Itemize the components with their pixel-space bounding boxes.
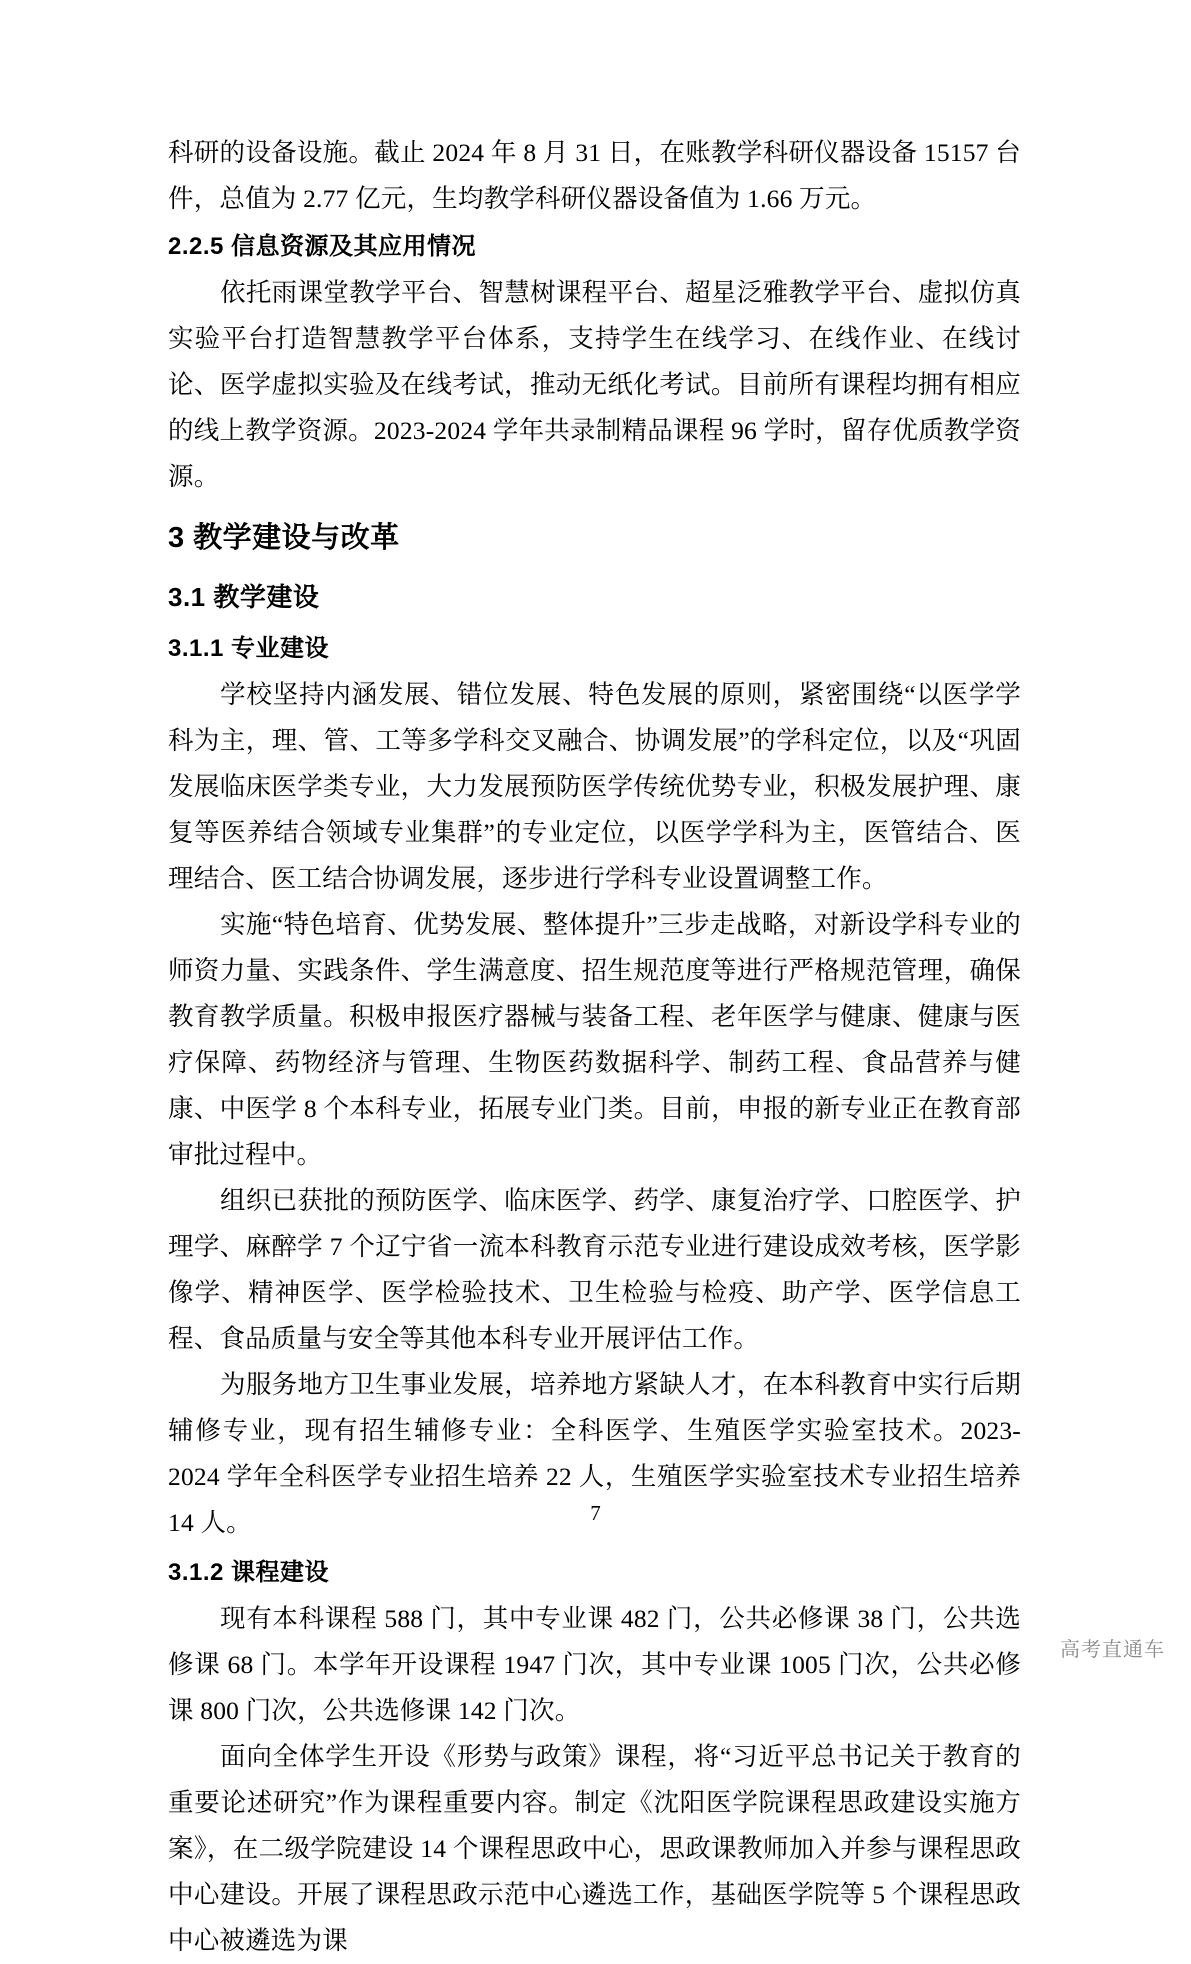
- watermark: 高考直通车: [1060, 1639, 1165, 1661]
- paragraph-equipment-continued: 科研的设备设施。截止 2024 年 8 月 31 日，在账教学科研仪器设备 15157 台件，总值为 2.77 亿元，生均教学科研仪器设备值为 1.66 万元。: [168, 138, 1021, 213]
- paragraph-first-class-majors-assessment: 组织已获批的预防医学、临床医学、药学、康复治疗学、口腔医学、护理学、麻醉学 7 个辽宁省一流本科教育示范专业进行建设成效考核，医学影像学、精神医学、医学检验技术、卫生检验与检疫、助产学、医学信息工程、食品质量与安全等其他本科专业开展评估工作。: [168, 1186, 1021, 1353]
- paragraph-minor-majors: 为服务地方卫生事业发展，培养地方紧缺人才，在本科教育中实行后期辅修专业，现有招生辅修专业：全科医学、生殖医学实验室技术。2023-2024 学年全科医学专业招生培养 22 人，生殖医学实验室技术专业招生培养 14 人。: [168, 1370, 1021, 1537]
- heading-3-1-1-major-construction: 3.1.1 专业建设: [168, 635, 330, 662]
- page-number: 7: [590, 1501, 601, 1525]
- heading-3-1-teaching-construction: 3.1 教学建设: [168, 582, 320, 612]
- heading-3-1-2-course-construction: 3.1.2 课程建设: [168, 1559, 330, 1586]
- heading-3-teaching-construction-reform: 3 教学建设与改革: [168, 522, 400, 554]
- heading-2-2-5: 2.2.5 信息资源及其应用情况: [168, 233, 477, 260]
- paragraph-school-development-principle: 学校坚持内涵发展、错位发展、特色发展的原则，紧密围绕“以医学学科为主，理、管、工等多学科交叉融合、协调发展”的学科定位，以及“巩固发展临床医学类专业，大力发展预防医学传统优势专业，积极发展护理、康复等医养结合领域专业集群”的专业定位，以医学学科为主，医管结合、医理结合、医工结合协调发展，逐步进行学科专业设置调整工作。: [168, 680, 1021, 893]
- paragraph-information-resources: 依托雨课堂教学平台、智慧树课程平台、超星泛雅教学平台、虚拟仿真实验平台打造智慧教学平台体系，支持学生在线学习、在线作业、在线讨论、医学虚拟实验及在线考试，推动无纸化考试。目前所有课程均拥有相应的线上教学资源。2023-2024 学年共录制精品课程 96 学时，留存优质教学资源。: [168, 278, 1021, 491]
- paragraph-three-step-strategy: 实施“特色培育、优势发展、整体提升”三步走战略，对新设学科专业的师资力量、实践条件、学生满意度、招生规范度等进行严格规范管理，确保教育教学质量。积极申报医疗器械与装备工程、老年医学与健康、健康与医疗保障、药物经济与管理、生物医药数据科学、制药工程、食品营养与健康、中医学 8 个本科专业，拓展专业门类。目前，申报的新专业正在教育部审批过程中。: [168, 910, 1021, 1169]
- paragraph-ideological-political-courses: 面向全体学生开设《形势与政策》课程，将“习近平总书记关于教育的重要论述研究”作为课程重要内容。制定《沈阳医学院课程思政建设实施方案》，在二级学院建设 14 个课程思政中心，思政课教师加入并参与课程思政中心建设。开展了课程思政示范中心遴选工作，基础医学院等 5 个课程思政中心被遴选为课: [168, 1742, 1021, 1955]
- paragraph-course-statistics: 现有本科课程 588 门，其中专业课 482 门，公共必修课 38 门，公共选修课 68 门。本学年开设课程 1947 门次，其中专业课 1005 门次，公共必修课 800 门次，公共选修课 142 门次。: [168, 1604, 1021, 1725]
